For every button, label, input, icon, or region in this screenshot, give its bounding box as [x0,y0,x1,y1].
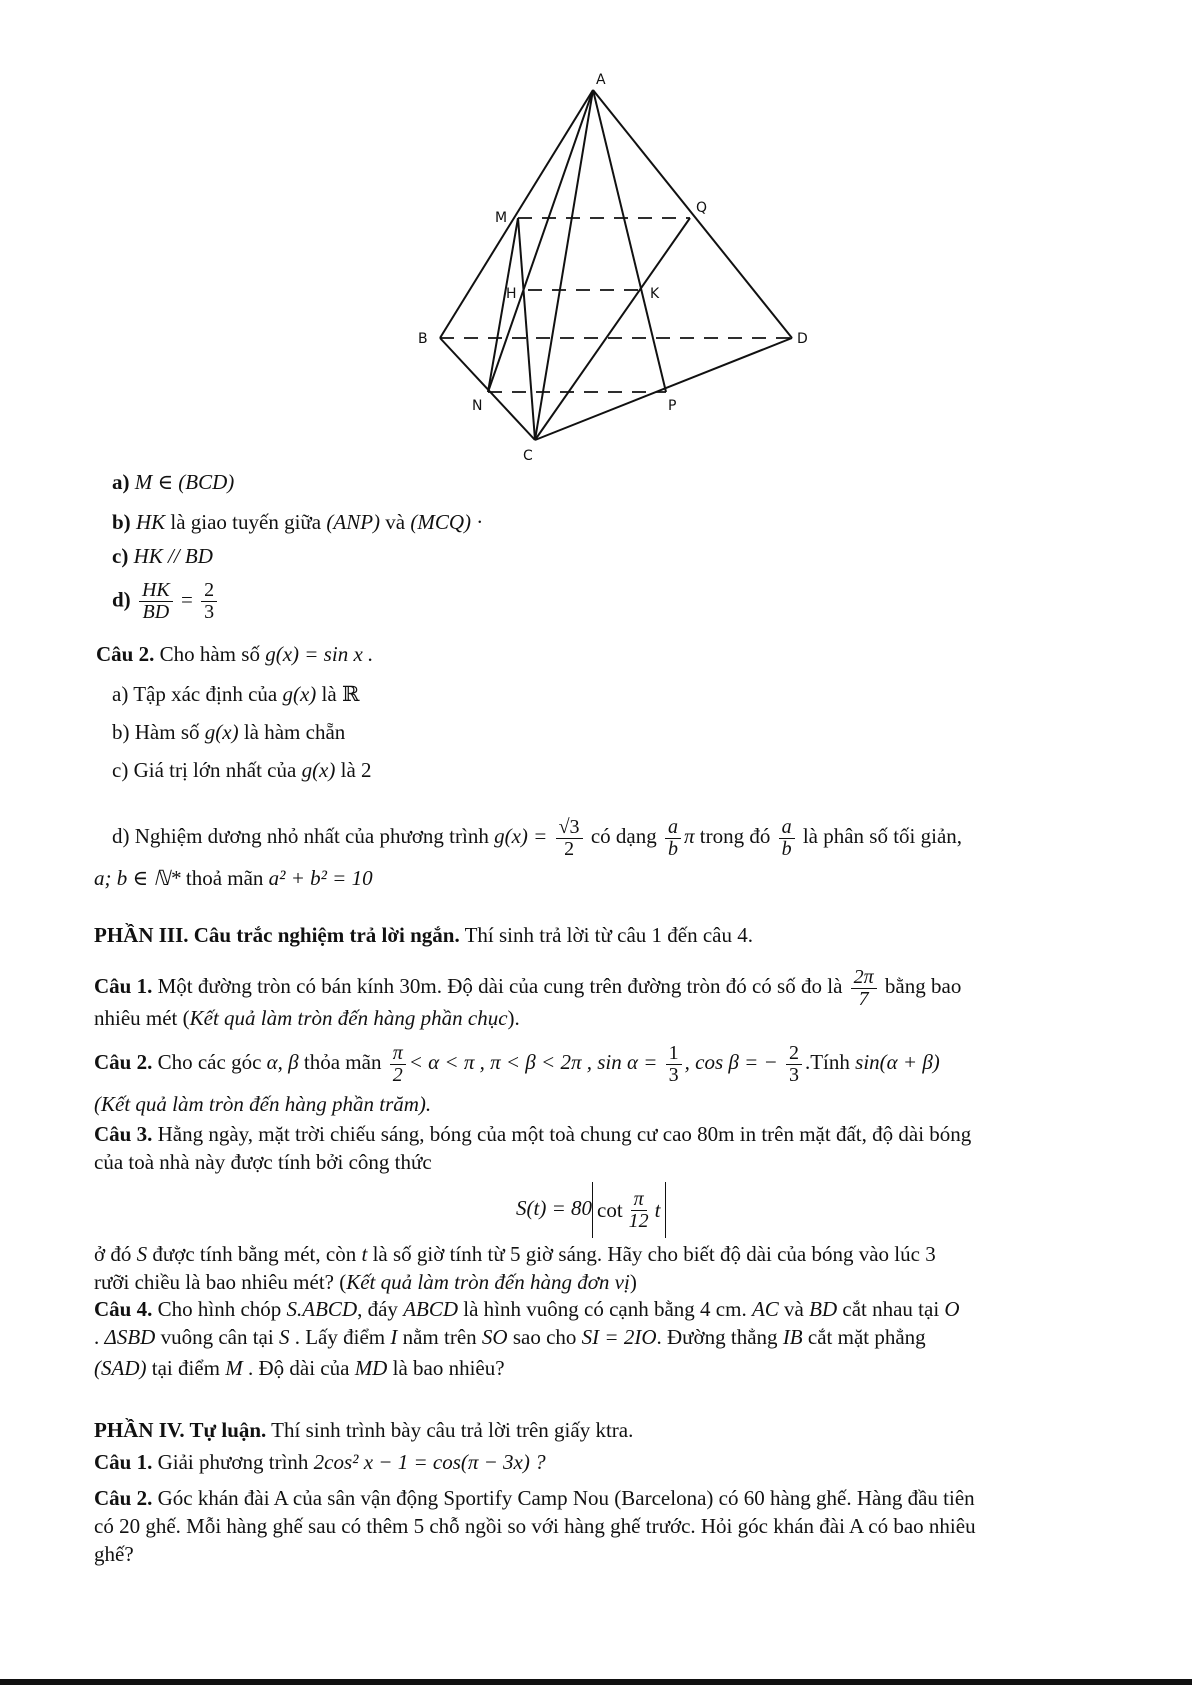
label-N: N [472,398,483,414]
part3-q3-line2: của toà nhà này được tính bởi công thức [94,1150,432,1174]
part3-q3-line3: ở đó S được tính bằng mét, còn t là số giờ tính từ 5 giờ sáng. Hãy cho biết độ dài của bóng vào lúc 3 [94,1242,936,1266]
part3-q2: Câu 2. Cho các góc α, β thỏa mãn $\frac{\pi}{2}$ < α < π , π < β < 2π , sin α = $\frac{1}{3}$ , cos β = − $\frac{2}{3}$ .Tính sin(α + β) [94,1041,940,1086]
edge-BC [440,338,535,440]
part3-q4: Câu 4. Cho hình chóp S.ABCD, đáy ABCD là hình vuông có cạnh bằng 4 cm. AC và BD cắt nhau tại O [94,1297,960,1321]
edge-MC [518,218,535,440]
part3-q3-formula: S(t) = 80 cot $\frac{\pi}{12}$ t [516,1178,666,1238]
part4-q2: Câu 2. Góc khán đài A của sân vận động Sportify Camp Nou (Barcelona) có 60 hàng ghế. Hàng đầu tiên [94,1486,975,1510]
part3-q2-line2: (Kết quả làm tròn đến hàng phần trăm). [94,1092,432,1116]
q1-option-b: b) HK là giao tuyến giữa (ANP) và (MCQ) · [112,510,484,534]
edge-DC [535,338,792,440]
tetrahedron-figure [0,0,1192,470]
q2-option-a: a) Tập xác định của g(x) là ℝ [112,682,360,706]
q1-option-d: d) $\frac{HK}{BD}$ = $\frac{2}{3}$ [112,580,220,623]
label-M: M [495,210,508,226]
label-B: B [418,331,428,347]
label-P: P [668,398,677,414]
part3-q1: Câu 1. Một đường tròn có bán kính 30m. Độ dài của cung trên đường tròn đó có số đo là $\frac{2\pi}{7}$ bằng bao [94,965,962,1010]
edge-AC [535,90,593,440]
part4-q1: Câu 1. Giải phương trình 2cos² x − 1 = cos(π − 3x) ? [94,1450,546,1474]
part3-q4-line2: . ΔSBD vuông cân tại S . Lấy điểm I nằm trên SO sao cho SI = 2IO. Đường thẳng IB cắt mặt phẳng [94,1325,926,1349]
label-H: H [506,286,517,302]
q1-option-a: a) M ∈ (BCD) [112,470,235,494]
part4-q2-line3: ghế? [94,1542,134,1566]
part4-q2-line2: có 20 ghế. Mỗi hàng ghế sau có thêm 5 chỗ ngồi so với hàng ghế trước. Hỏi góc khán đài A có bao nhiêu [94,1514,976,1538]
page-bottom-border [0,1679,1192,1685]
q2-option-d: d) Nghiệm dương nhỏ nhất của phương trình g(x) = $\frac{√3}{2}$ có dạng $\frac{a}{b}$ π trong đó $\frac{a}{b}$ là phân số tối giản, [112,815,963,860]
edge-QC [535,218,690,440]
q2-option-d-line2: a; b ∈ ℕ* thoả mãn a² + b² = 10 [94,866,373,890]
label-C: C [523,448,533,464]
q2-option-b: b) Hàm số g(x) là hàm chẵn [112,720,346,744]
label-Q: Q [696,200,708,216]
part3-q3: Câu 3. Hằng ngày, mặt trời chiếu sáng, bóng của một toà chung cư cao 80m in trên mặt đất, độ dài bóng [94,1122,972,1146]
part4-heading: PHẦN IV. Tự luận. Thí sinh trình bày câu trả lời trên giấy ktra. [94,1418,634,1442]
part3-q4-line3: (SAD) tại điểm M . Độ dài của MD là bao nhiêu? [94,1356,505,1380]
label-D: D [797,331,808,347]
part3-q1-line2: nhiêu mét (Kết quả làm tròn đến hàng phần chục). [94,1006,520,1030]
edge-AN [488,90,593,392]
part3-q3-line4: rưỡi chiều là bao nhiêu mét? (Kết quả làm tròn đến hàng đơn vị) [94,1270,637,1294]
part3-heading: PHẦN III. Câu trắc nghiệm trả lời ngắn. Thí sinh trả lời từ câu 1 đến câu 4. [94,923,754,947]
label-K: K [650,286,660,302]
q2-option-c: c) Giá trị lớn nhất của g(x) là 2 [112,758,372,782]
label-A: A [596,72,606,88]
q1-option-c: c) HK // BD [112,544,213,568]
q2-heading: Câu 2. Cho hàm số g(x) = sin x . [96,642,374,666]
edge-MN [488,218,518,392]
